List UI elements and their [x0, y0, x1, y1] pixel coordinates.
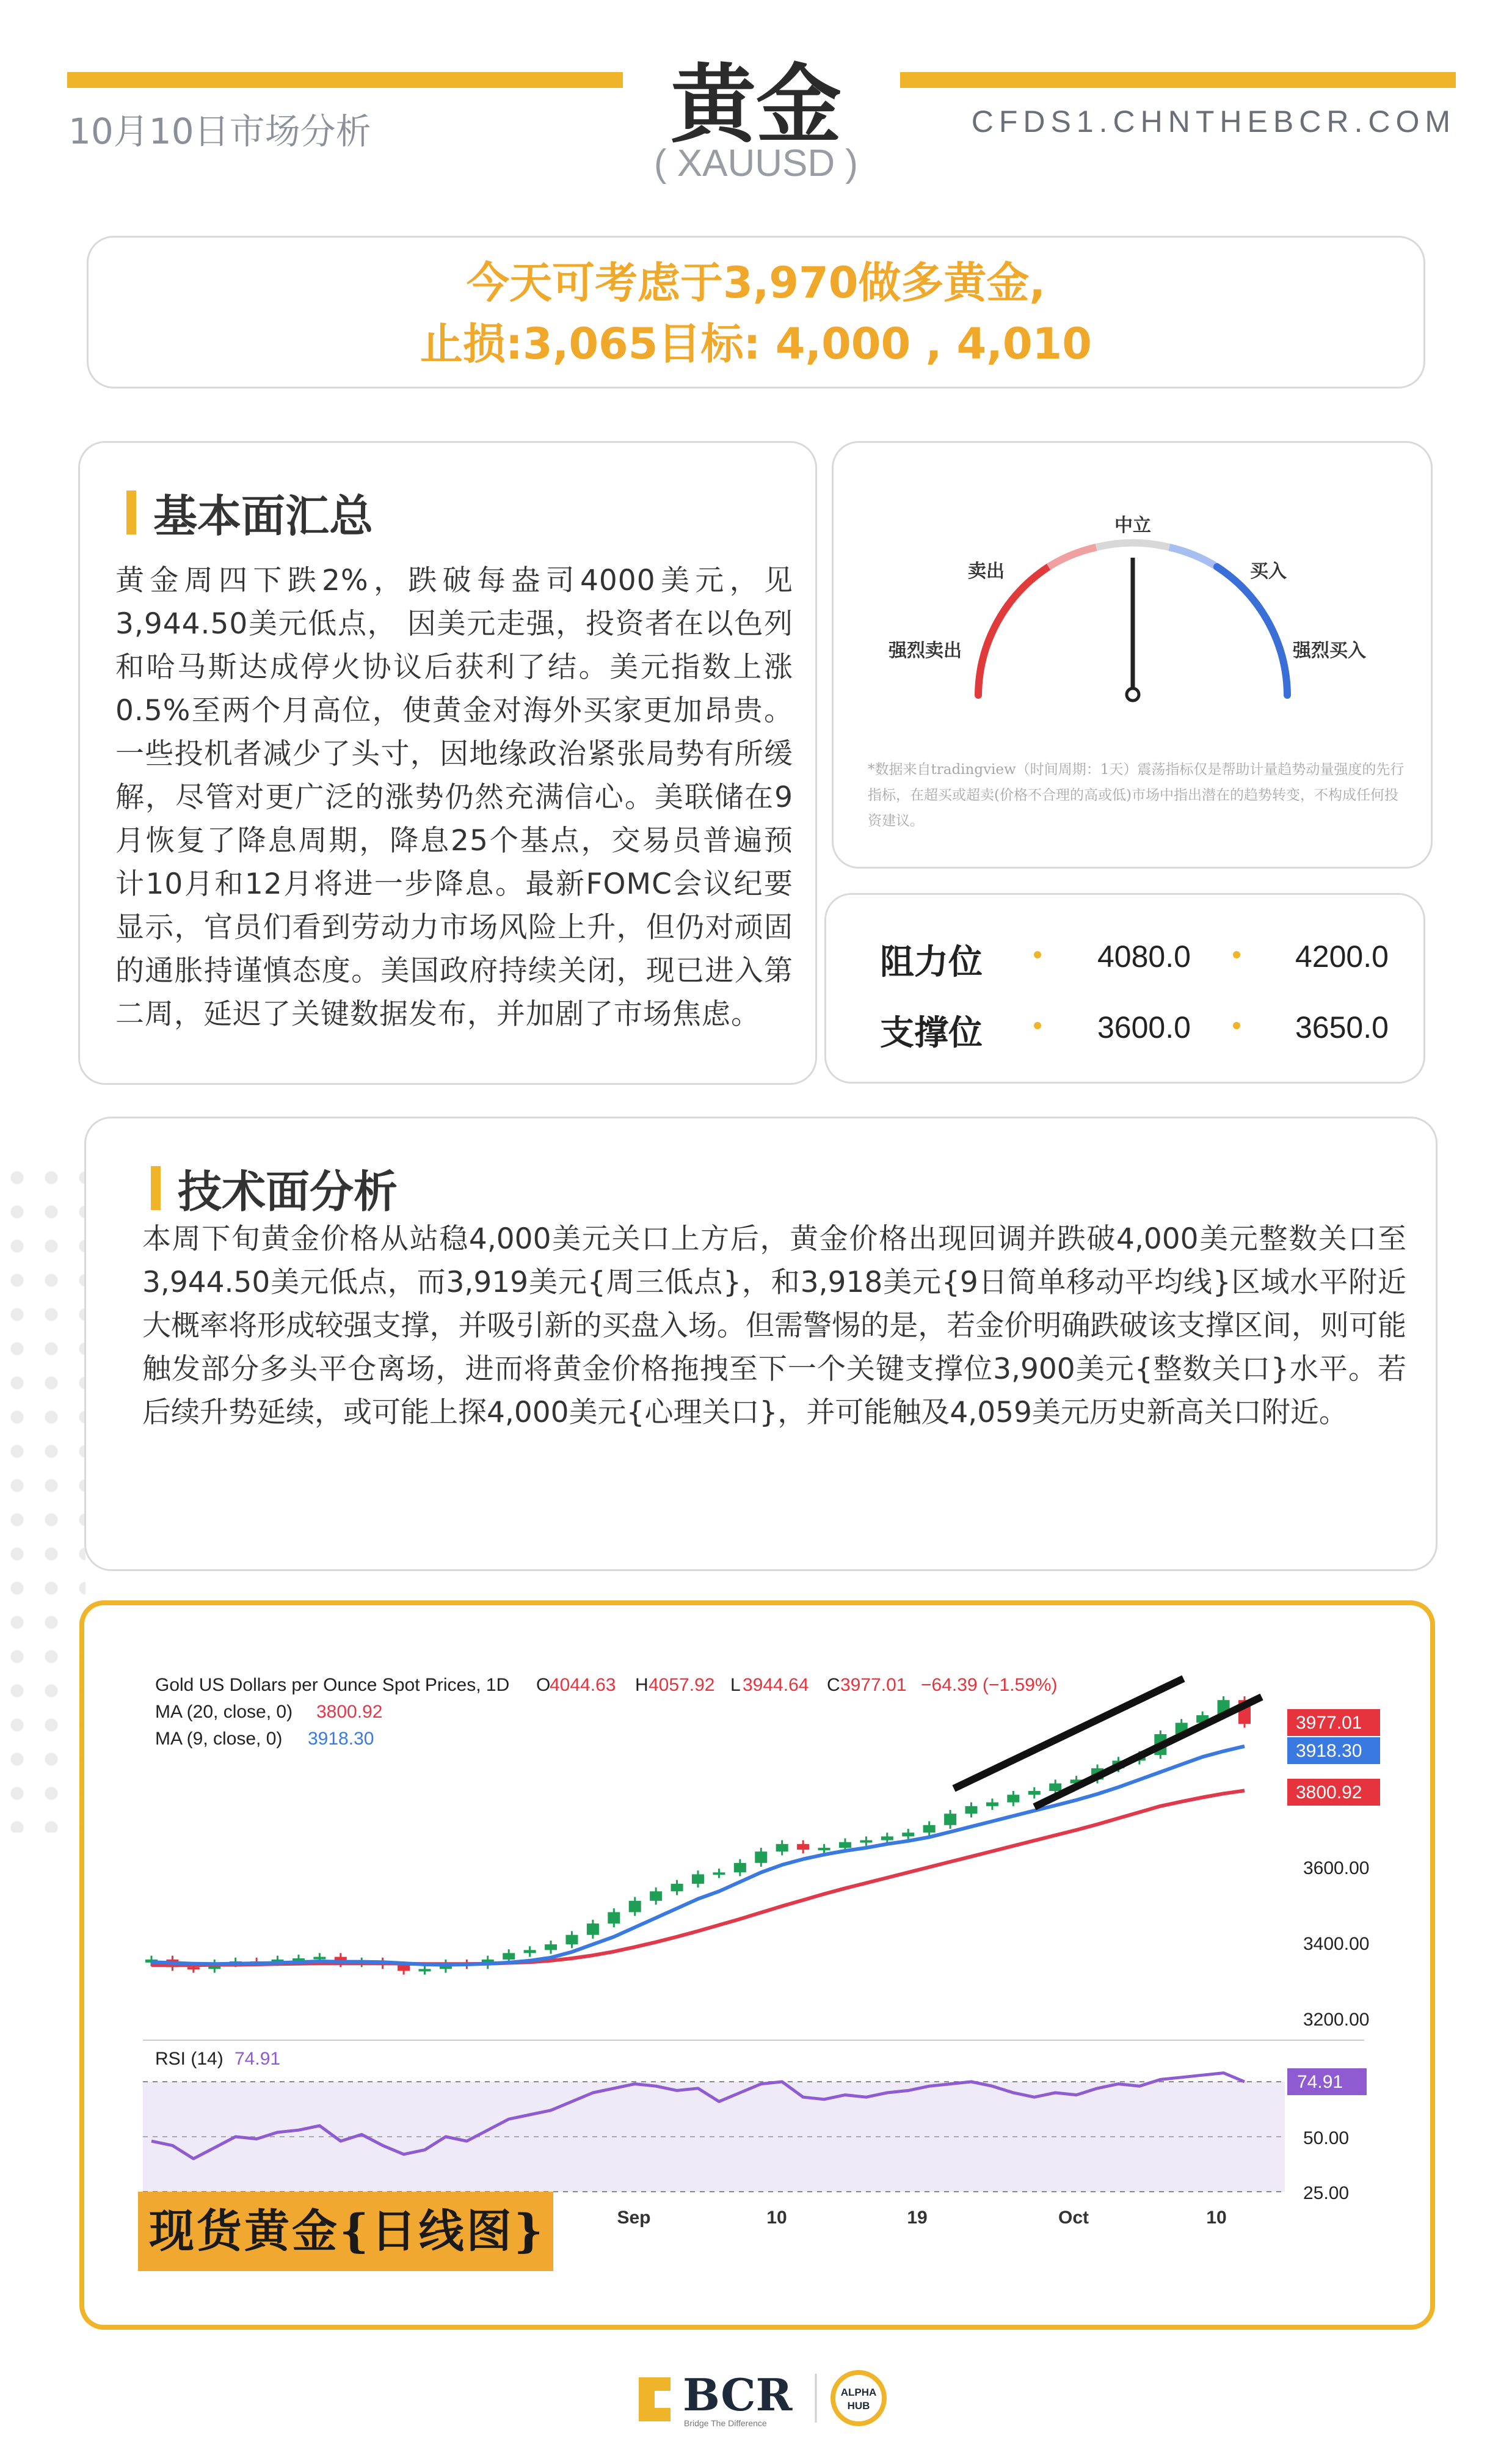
candle-body	[187, 1967, 200, 1969]
ohlc-c-value: 3977.01	[840, 1675, 907, 1695]
gauge-label-strong-sell: 强烈卖出	[889, 640, 962, 662]
ma9-label: MA (9, close, 0)	[155, 1729, 283, 1749]
resistance-value-2: 4200.0	[1295, 939, 1389, 974]
fundamental-card	[78, 441, 817, 1085]
ma9-value: 3918.30	[308, 1729, 374, 1749]
sentiment-gauge	[834, 443, 1434, 748]
heading-accent-bar	[151, 1166, 161, 1210]
tag-ma20: 3800.92	[1296, 1782, 1362, 1803]
gauge-arc-buy	[1169, 547, 1217, 567]
rsi-value: 74.91	[234, 2049, 281, 2069]
tag-close: 3977.01	[1296, 1713, 1362, 1733]
candle-body	[776, 1844, 788, 1851]
price-chart-card	[79, 1600, 1435, 2330]
candle-body	[902, 1833, 914, 1836]
candle-body	[797, 1844, 809, 1850]
brand-tagline: Bridge The Difference	[684, 2418, 767, 2428]
chart-annotation: 现货黄金{日线图}	[149, 2205, 546, 2258]
page-subtitle: ( XAUUSD )	[653, 142, 859, 184]
candle-body	[629, 1901, 641, 1913]
gauge-pivot	[1127, 688, 1139, 701]
technical-card	[84, 1117, 1437, 1571]
fundamental-heading	[126, 481, 373, 544]
ohlc-o-value: 4044.63	[550, 1675, 616, 1695]
candle-body	[839, 1842, 851, 1848]
bullet-dot	[1233, 1022, 1240, 1029]
candle-body	[734, 1863, 746, 1873]
ma20-value: 3800.92	[316, 1702, 383, 1722]
rsi-tick: 25.00	[1303, 2183, 1350, 2203]
brand-name: BCR	[683, 2369, 793, 2421]
candle-body	[313, 1957, 325, 1960]
support-label: 支撑位	[880, 1013, 983, 1053]
gauge-label-neutral: 中立	[1114, 515, 1151, 536]
candle-body	[755, 1851, 767, 1863]
x-tick: 10	[766, 2208, 787, 2228]
gauge-label-buy: 买入	[1250, 561, 1287, 582]
gauge-label-strong-buy: 强烈买入	[1293, 640, 1366, 662]
chart-annotation-tag	[138, 2192, 553, 2271]
support-row	[826, 994, 1427, 1055]
fundamental-body: 黄金周四下跌2%，跌破每盎司4000美元，见3,944.50美元低点， 因美元走强，投资者在以色列和哈马斯达成停火协议后获利了结。美元指数上涨0.5%至两个月高位，使黄金对海外买家更加昂贵。一些投机者减少了头寸，因地缘政治紧张局势有所缓解，尽管对更广泛的涨势仍然充满信心。美联储在9月恢复了降息周期，降息25个基点，交易员普遍预计10月和12月将进一步降息。最新FOMC会议纪要显示，官员们看到劳动力市场风险上升，但仍对顽固的通胀持谨慎态度。美国政府持续关闭，现已进入第二周，延迟了关键数据发布，并加剧了市场焦虑。	[115, 564, 793, 1031]
bullet-dot	[1034, 951, 1041, 958]
ohlc-readout	[536, 1675, 1058, 1695]
price-tick: 3200.00	[1303, 2010, 1370, 2030]
candle-body	[587, 1924, 599, 1935]
technical-title: 技术面分析	[178, 1166, 398, 1217]
gauge-disclaimer: *数据来自tradingview（时间周期：1天）震荡指标仅是帮助计量趋势动量强度的先行指标，在超买或超卖(价格不合理的高或低)市场中指出潜在的趋势转变，不构成任何投资建议。	[868, 762, 1405, 829]
candle-body	[692, 1874, 704, 1884]
fundamental-title: 基本面汇总	[153, 491, 374, 542]
resistance-label: 阻力位	[880, 943, 983, 982]
page-title: 黄金	[670, 56, 841, 155]
support-value-2: 3650.0	[1295, 1010, 1389, 1045]
candle-body	[713, 1872, 725, 1875]
price-tags	[1287, 1709, 1380, 1806]
ohlc-change: −64.39 (−1.59%)	[921, 1675, 1058, 1695]
candle-body	[944, 1814, 956, 1825]
technical-body: 本周下旬黄金价格从站稳4,000美元关口上方后，黄金价格出现回调并跌破4,000美元整数关口至3,944.50美元低点，而3,919美元{周三低点}，和3,918美元{9日简单移动平均线}区域水平附近大概率将形成较强支撑，并吸引新的买盘入场。但需警惕的是，若金价明确跌破该支撑区间，则可能触发部分多头平仓离场，进而将黄金价格拖拽至下一个关键支撑位3,900美元{整数关口}水平。若后续升势延续，或可能上探4,000美元{心理关口}，并可能触及4,059美元历史新高关口附近。	[142, 1222, 1406, 1429]
candle-body	[986, 1803, 998, 1806]
report-date: 10月10日市场分析	[68, 111, 371, 152]
background-dot-pattern	[0, 1161, 85, 1833]
candle-body	[923, 1825, 936, 1833]
rsi-label: RSI (14)	[155, 2049, 224, 2069]
price-levels-card	[824, 893, 1425, 1084]
resistance-row	[826, 923, 1427, 984]
candle-body	[965, 1806, 978, 1814]
tag-ma9: 3918.30	[1296, 1741, 1362, 1761]
gauge-arc-neutral	[1096, 543, 1169, 547]
x-tick: 19	[907, 2208, 928, 2228]
price-tick: 3600.00	[1303, 1858, 1370, 1878]
bullet-dot	[1034, 1022, 1041, 1029]
candle-body	[545, 1944, 557, 1950]
heading-accent-bar	[126, 491, 136, 534]
recommendation-line-1: 今天可考虑于3,970做多黄金,	[466, 258, 1045, 308]
ohlc-o-label: O	[536, 1675, 551, 1695]
x-tick: Oct	[1058, 2208, 1089, 2228]
ohlc-l-value: 3944.64	[743, 1675, 809, 1695]
candle-body	[398, 1965, 410, 1971]
gauge-arc-strong-sell	[978, 567, 1049, 695]
gauge-arc-sell	[1049, 547, 1096, 567]
x-tick: 10	[1206, 2208, 1227, 2228]
candle-body	[608, 1912, 620, 1924]
gauge-arc-strong-buy	[1217, 567, 1287, 695]
alpha-hub-badge-ring	[833, 2372, 884, 2424]
footer-logo	[633, 2359, 901, 2432]
candle-body	[860, 1840, 872, 1843]
ma20-label: MA (20, close, 0)	[155, 1702, 293, 1722]
candle-body	[565, 1935, 578, 1945]
support-value-1: 3600.0	[1097, 1010, 1191, 1045]
bcr-logo-icon	[639, 2377, 671, 2421]
candle-body	[1028, 1791, 1041, 1795]
recommendation-card	[87, 236, 1425, 388]
ohlc-c-label: C	[827, 1675, 840, 1695]
website-link[interactable]: CFDS1.CHNTHEBCR.COM	[971, 104, 1456, 139]
rsi-tick: 50.00	[1303, 2128, 1350, 2148]
candle-body	[881, 1836, 893, 1840]
sentiment-gauge-card	[832, 441, 1433, 869]
chart-title: Gold US Dollars per Ounce Spot Prices, 1D	[155, 1675, 510, 1695]
resistance-value-1: 4080.0	[1097, 939, 1191, 974]
candle-body	[650, 1891, 662, 1901]
badge-line-1: ALPHA	[840, 2387, 877, 2398]
candle-body	[1049, 1784, 1061, 1791]
bullet-dot	[1233, 951, 1240, 958]
candle-body	[524, 1950, 536, 1953]
x-tick: Sep	[617, 2208, 651, 2228]
tag-rsi: 74.91	[1297, 2072, 1343, 2092]
ohlc-h-label: H	[635, 1675, 649, 1695]
candle-body	[818, 1848, 831, 1850]
candle-body	[1007, 1795, 1019, 1802]
candle-body	[503, 1953, 515, 1960]
ohlc-l-label: L	[730, 1675, 741, 1695]
candle-body	[419, 1969, 431, 1971]
gauge-label-sell: 卖出	[968, 561, 1005, 582]
recommendation-line-2: 止损:3,065目标: 4,000 , 4,010	[420, 319, 1092, 369]
x-axis	[617, 2208, 1226, 2228]
technical-heading	[151, 1156, 398, 1220]
candle-body	[671, 1884, 683, 1891]
price-tick: 3400.00	[1303, 1934, 1370, 1954]
ohlc-h-value: 4057.92	[649, 1675, 715, 1695]
badge-line-2: HUB	[847, 2400, 870, 2412]
